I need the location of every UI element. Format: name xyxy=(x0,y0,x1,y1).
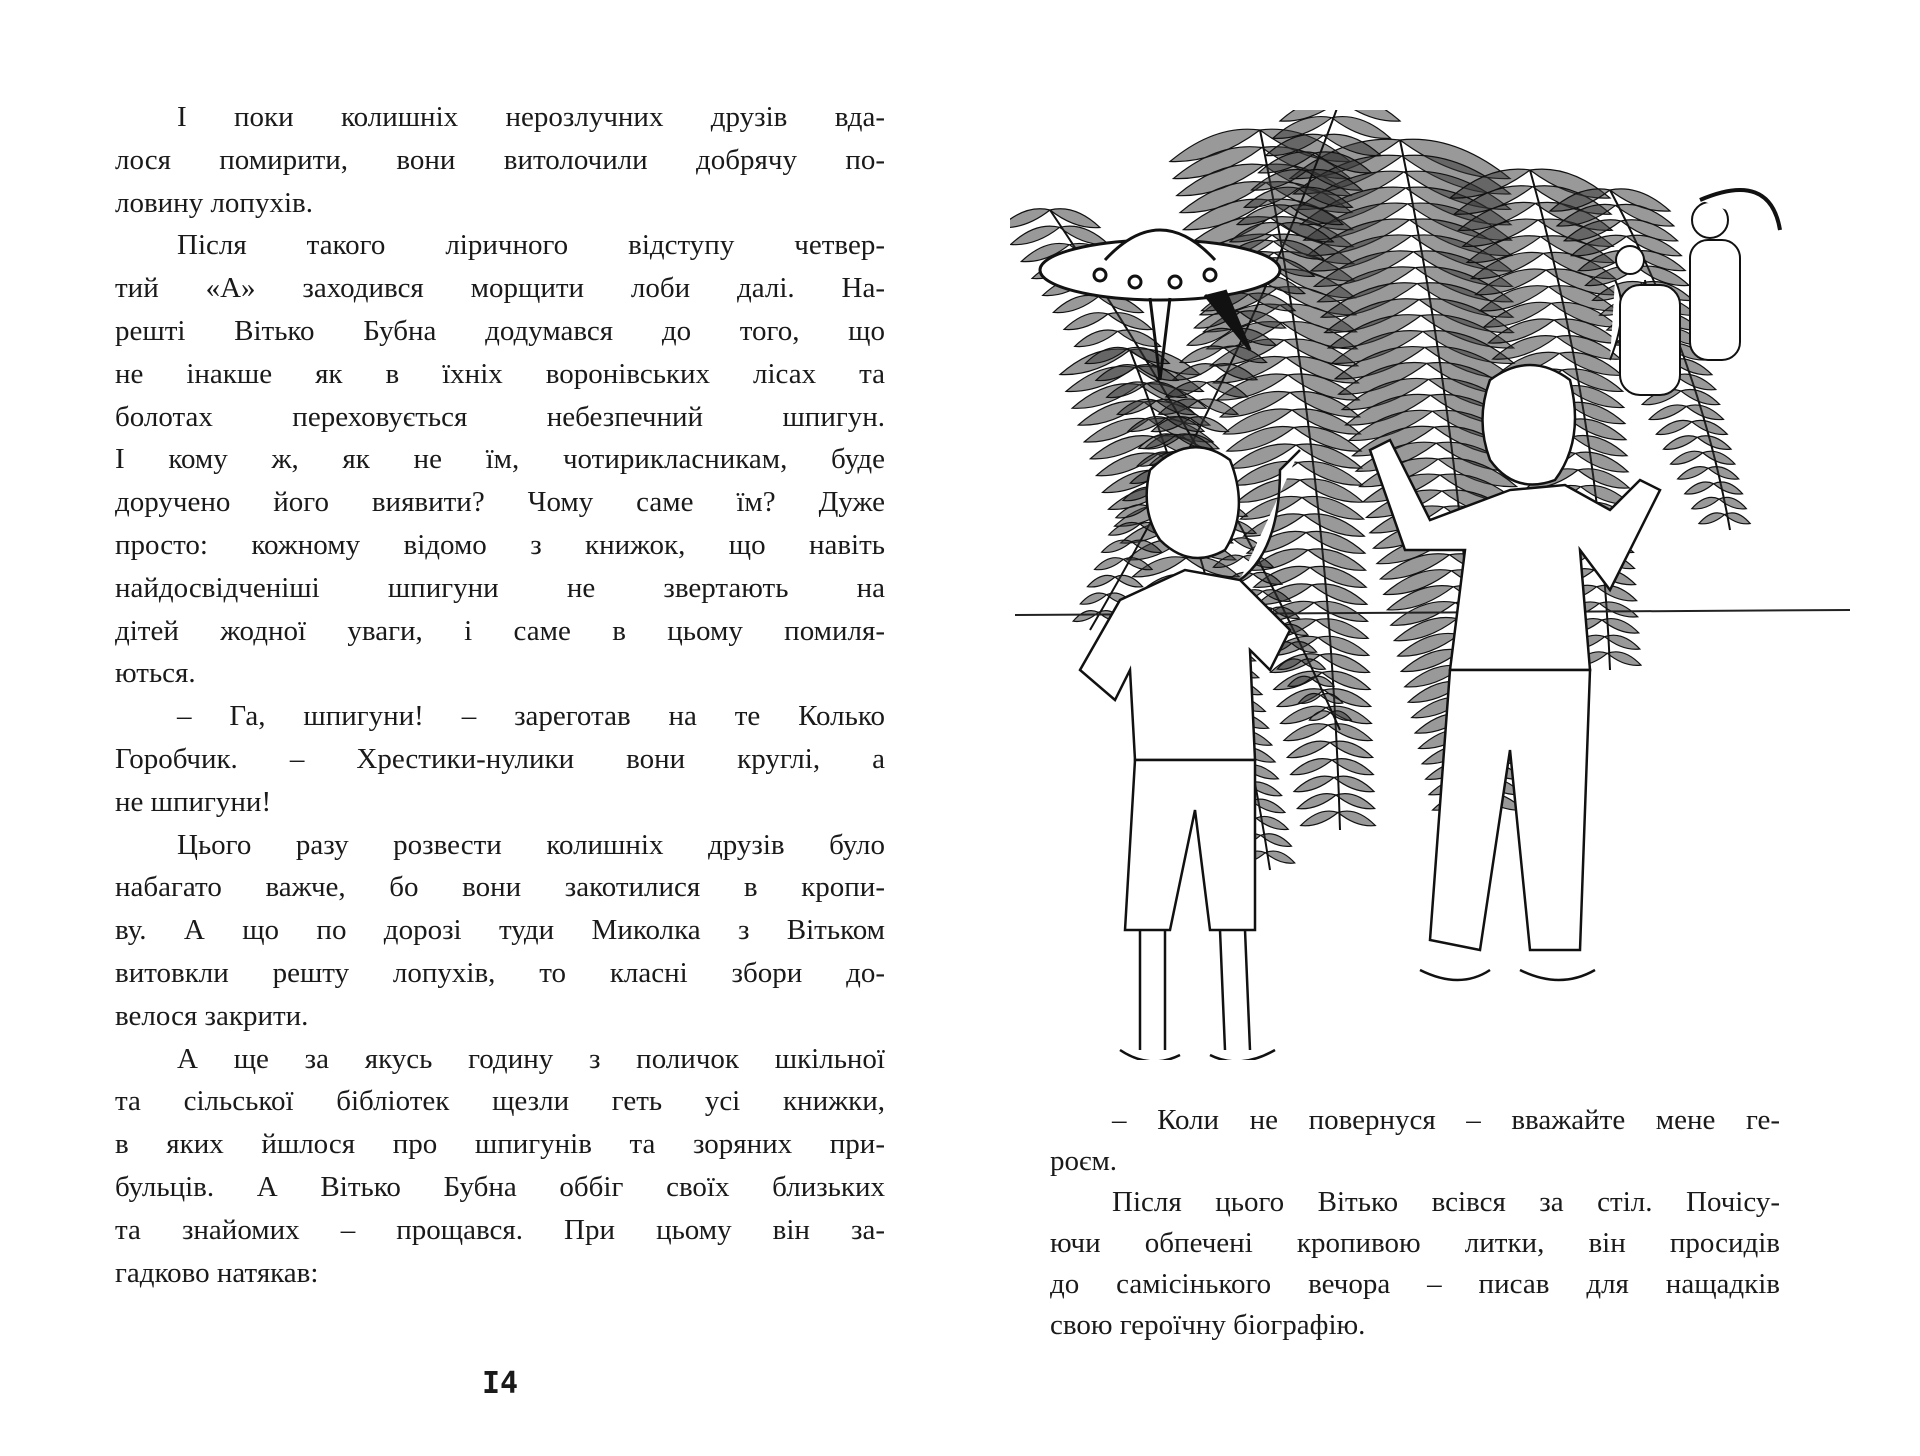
paragraph xyxy=(115,1038,885,1295)
text-line: Горобчик. – Хрестики-нулики вони круглі, а xyxy=(115,742,885,775)
text-line: свою героїчну біографію. xyxy=(1050,1309,1366,1341)
text-line: ву. А що по дорозі туди Миколка з Вітьком xyxy=(115,914,885,947)
text-line: гадково натякав: xyxy=(115,1256,319,1289)
boy-left-drawing xyxy=(1080,447,1300,1060)
text-line: доручено його виявити? Чому саме їм? Дуже xyxy=(115,486,885,519)
page-number: I4 xyxy=(481,1366,519,1401)
text-line: Цього разу розвести колишніх друзів було xyxy=(177,828,885,861)
text-line: не шпигуни! xyxy=(115,785,272,818)
text-line: решті Вітько Бубна додумався до того, що xyxy=(115,314,885,347)
text-line: бульців. А Вітько Бубна оббіг своїх близьких xyxy=(115,1170,885,1203)
text-line: велося закрити. xyxy=(115,999,309,1032)
text-line: лося помирити, вони витолочили добрячу по- xyxy=(115,143,885,176)
text-line: та сільської бібліотек щезли геть усі книжки, xyxy=(115,1085,885,1118)
text-line: ловину лопухів. xyxy=(115,186,313,219)
paragraph xyxy=(115,824,885,1038)
text-line: ючи обпечені кропивою литки, він просидів xyxy=(1050,1227,1780,1259)
text-line: не інакше як в їхніх воронівських лісах та xyxy=(115,357,885,390)
paragraph xyxy=(115,695,885,823)
text-line: найдосвідченіші шпигуни не звертають на xyxy=(115,571,885,604)
text-line: ються. xyxy=(115,657,196,690)
paragraph xyxy=(1050,1182,1780,1346)
text-line: – Коли не повернуся – вважайте мене ге- xyxy=(1112,1104,1780,1136)
text-line: тий «А» заходився морщити лоби далі. На- xyxy=(115,272,885,305)
text-line: Після такого ліричного відступу четвер- xyxy=(177,229,885,262)
text-line: просто: кожному відомо з книжок, що навіть xyxy=(115,528,885,561)
text-line: та знайомих – прощався. При цьому він за- xyxy=(115,1213,885,1246)
right-page-text xyxy=(1050,1100,1780,1346)
text-line: А ще за якусь годину з поличок шкільної xyxy=(177,1042,885,1075)
left-page-text xyxy=(115,96,885,1294)
text-line: дітей жодної уваги, і саме в цьому помиля- xyxy=(115,614,885,647)
text-line: до самісінького вечора – писав для нащадків xyxy=(1050,1268,1780,1300)
text-line: роєм. xyxy=(1050,1145,1118,1177)
text-line: Після цього Вітько всівся за стіл. Почісу- xyxy=(1112,1186,1780,1218)
paragraph xyxy=(1050,1100,1780,1182)
paragraph xyxy=(115,224,885,695)
fern-boys-ufo-illustration xyxy=(1010,110,1860,1060)
text-line: витовкли решту лопухів, то класні збори до- xyxy=(115,956,885,989)
text-line: І поки колишніх нерозлучних друзів вда- xyxy=(177,101,885,133)
text-line: – Га, шпигуни! – зареготав на те Колько xyxy=(177,700,885,733)
text-line: І кому ж, як не їм, чотирикласникам, буде xyxy=(115,443,885,476)
text-line: набагато важче, бо вони закотилися в кропи- xyxy=(115,871,885,904)
paragraph xyxy=(115,96,885,224)
text-line: в яких йшлося про шпигунів та зоряних при- xyxy=(115,1128,885,1161)
text-line: болотах переховується небезпечний шпигун. xyxy=(115,400,885,433)
